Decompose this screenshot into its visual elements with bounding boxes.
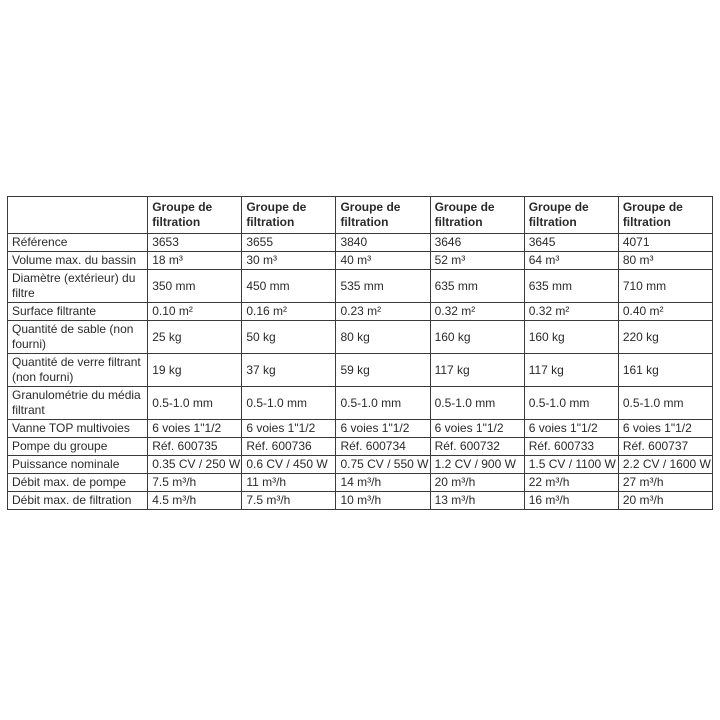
value-cell: 3645	[524, 234, 618, 252]
value-cell: 80 kg	[336, 321, 430, 354]
value-cell: 0.75 CV / 550 W	[336, 456, 430, 474]
table-row	[8, 303, 713, 321]
value-cell: 635 mm	[524, 270, 618, 303]
row-label-cell: Puissance nominale	[8, 456, 148, 474]
value-cell: 64 m³	[524, 252, 618, 270]
value-cell: Réf. 600737	[618, 438, 712, 456]
value-cell: 0.10 m²	[148, 303, 242, 321]
value-cell: 59 kg	[336, 354, 430, 387]
value-cell: 0.32 m²	[524, 303, 618, 321]
value-cell: 117 kg	[524, 354, 618, 387]
header-cell: Groupe de filtration	[618, 197, 712, 234]
value-cell: 220 kg	[618, 321, 712, 354]
row-label-cell: Débit max. de pompe	[8, 474, 148, 492]
value-cell: 16 m³/h	[524, 492, 618, 510]
header-cell-empty	[8, 197, 148, 234]
value-cell: 160 kg	[524, 321, 618, 354]
value-cell: 350 mm	[148, 270, 242, 303]
value-cell: Réf. 600734	[336, 438, 430, 456]
table-row	[8, 438, 713, 456]
row-label-cell: Granulométrie du média filtrant	[8, 387, 148, 420]
table-row	[8, 420, 713, 438]
value-cell: 6 voies 1"1/2	[336, 420, 430, 438]
value-cell: 535 mm	[336, 270, 430, 303]
header-cell: Groupe de filtration	[430, 197, 524, 234]
value-cell: 10 m³/h	[336, 492, 430, 510]
value-cell: 6 voies 1"1/2	[618, 420, 712, 438]
row-label-cell: Vanne TOP multivoies	[8, 420, 148, 438]
value-cell: 18 m³	[148, 252, 242, 270]
header-cell: Groupe de filtration	[242, 197, 336, 234]
value-cell: Réf. 600732	[430, 438, 524, 456]
value-cell: 0.5-1.0 mm	[430, 387, 524, 420]
value-cell: 13 m³/h	[430, 492, 524, 510]
value-cell: 161 kg	[618, 354, 712, 387]
row-label-cell: Référence	[8, 234, 148, 252]
value-cell: 3646	[430, 234, 524, 252]
value-cell: 6 voies 1"1/2	[148, 420, 242, 438]
row-label-cell: Surface filtrante	[8, 303, 148, 321]
table-row	[8, 234, 713, 252]
value-cell: 40 m³	[336, 252, 430, 270]
value-cell: 450 mm	[242, 270, 336, 303]
value-cell: 0.6 CV / 450 W	[242, 456, 336, 474]
table-row	[8, 474, 713, 492]
table-row	[8, 354, 713, 387]
value-cell: Réf. 600733	[524, 438, 618, 456]
value-cell: 0.5-1.0 mm	[242, 387, 336, 420]
value-cell: 0.5-1.0 mm	[524, 387, 618, 420]
row-label-cell: Quantité de sable (non fourni)	[8, 321, 148, 354]
value-cell: 22 m³/h	[524, 474, 618, 492]
value-cell: 37 kg	[242, 354, 336, 387]
value-cell: 80 m³	[618, 252, 712, 270]
table-row	[8, 456, 713, 474]
value-cell: Réf. 600736	[242, 438, 336, 456]
value-cell: 19 kg	[148, 354, 242, 387]
value-cell: 4071	[618, 234, 712, 252]
value-cell: 0.5-1.0 mm	[148, 387, 242, 420]
value-cell: 160 kg	[430, 321, 524, 354]
value-cell: 11 m³/h	[242, 474, 336, 492]
table-row	[8, 387, 713, 420]
value-cell: 3655	[242, 234, 336, 252]
value-cell: 6 voies 1"1/2	[430, 420, 524, 438]
value-cell: 635 mm	[430, 270, 524, 303]
table-body	[8, 234, 713, 510]
row-label-cell: Volume max. du bassin	[8, 252, 148, 270]
table-header-row	[8, 197, 713, 234]
value-cell: 117 kg	[430, 354, 524, 387]
row-label-cell: Pompe du groupe	[8, 438, 148, 456]
table-row	[8, 270, 713, 303]
value-cell: 0.16 m²	[242, 303, 336, 321]
row-label-cell: Quantité de verre filtrant (non fourni)	[8, 354, 148, 387]
value-cell: 0.5-1.0 mm	[336, 387, 430, 420]
table-row	[8, 321, 713, 354]
value-cell: 2.2 CV / 1600 W	[618, 456, 712, 474]
value-cell: 27 m³/h	[618, 474, 712, 492]
value-cell: 0.5-1.0 mm	[618, 387, 712, 420]
value-cell: 3653	[148, 234, 242, 252]
value-cell: 50 kg	[242, 321, 336, 354]
value-cell: 710 mm	[618, 270, 712, 303]
value-cell: 14 m³/h	[336, 474, 430, 492]
value-cell: 0.40 m²	[618, 303, 712, 321]
value-cell: 0.23 m²	[336, 303, 430, 321]
value-cell: 3840	[336, 234, 430, 252]
table-row	[8, 252, 713, 270]
value-cell: 20 m³/h	[430, 474, 524, 492]
value-cell: 52 m³	[430, 252, 524, 270]
value-cell: 0.32 m²	[430, 303, 524, 321]
value-cell: 1.2 CV / 900 W	[430, 456, 524, 474]
value-cell: 7.5 m³/h	[242, 492, 336, 510]
row-label-cell: Débit max. de filtration	[8, 492, 148, 510]
value-cell: 6 voies 1"1/2	[524, 420, 618, 438]
value-cell: 4.5 m³/h	[148, 492, 242, 510]
value-cell: Réf. 600735	[148, 438, 242, 456]
table-row	[8, 492, 713, 510]
value-cell: 6 voies 1"1/2	[242, 420, 336, 438]
value-cell: 30 m³	[242, 252, 336, 270]
row-label-cell: Diamètre (extérieur) du filtre	[8, 270, 148, 303]
value-cell: 20 m³/h	[618, 492, 712, 510]
header-cell: Groupe de filtration	[524, 197, 618, 234]
specifications-table	[7, 196, 713, 510]
value-cell: 1.5 CV / 1100 W	[524, 456, 618, 474]
value-cell: 0.35 CV / 250 W	[148, 456, 242, 474]
header-cell: Groupe de filtration	[336, 197, 430, 234]
header-cell: Groupe de filtration	[148, 197, 242, 234]
value-cell: 25 kg	[148, 321, 242, 354]
value-cell: 7.5 m³/h	[148, 474, 242, 492]
